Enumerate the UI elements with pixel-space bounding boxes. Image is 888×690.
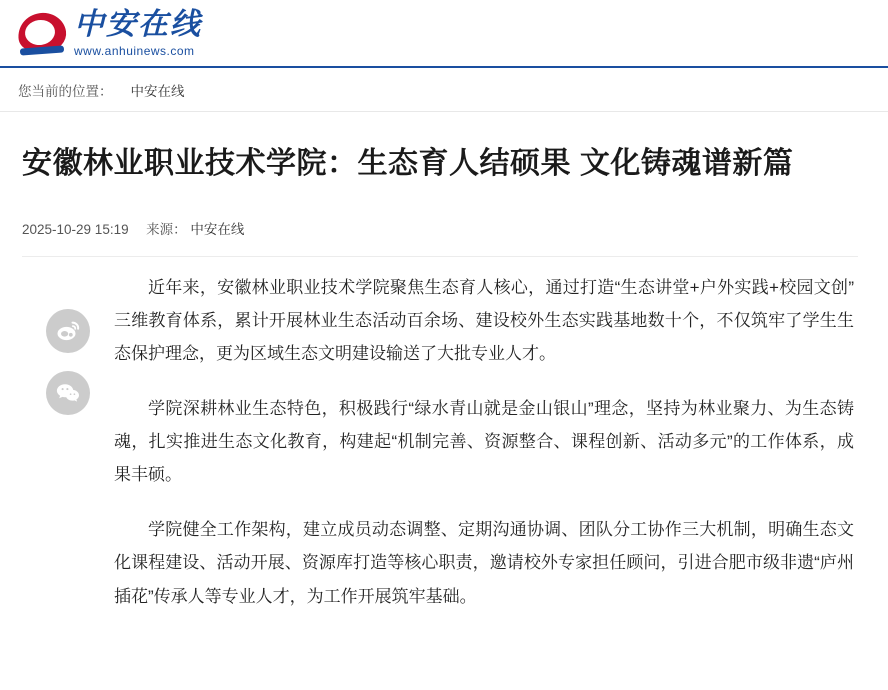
- page-title: 安徽林业职业技术学院：生态育人结硕果 文化铸魂谱新篇: [22, 147, 794, 180]
- article-source: 中安在线: [190, 221, 245, 237]
- article-paragraph: 学院健全工作架构，建立成员动态调整、定期沟通协调、团队分工协作三大机制，明确生态文化课程建设、活动开展、资源库打造等核心职责，邀请校外专家担任顾问，引进合肥市级非遗“庐州插花”传承人等专业人才，为工作开展筑牢基础。: [114, 520, 854, 606]
- breadcrumb: [0, 68, 888, 112]
- breadcrumb-label: 您当前的位置：: [18, 83, 113, 99]
- site-logo[interactable]: [18, 7, 202, 58]
- anhuinews-logo-icon: [18, 11, 66, 55]
- article-text: [114, 271, 858, 635]
- article-paragraph: 近年来，安徽林业职业技术学院聚焦生态育人核心，通过打造“生态讲堂+户外实践+校园文创”三维教育体系，累计开展林业生态活动百余场、建设校外生态实践基地数十个，不仅筑牢了学生生态保护理念，更为区域生态文明建设输送了大批专业人才。: [114, 277, 854, 363]
- article-paragraph: 学院深耕林业生态特色，积极践行“绿水青山就是金山银山”理念，坚持为林业聚力、为生态铸魂，扎实推进生态文化教育，构建起“机制完善、资源整合、课程创新、活动多元”的工作体系，成果丰硕。: [114, 398, 854, 485]
- weibo-icon: [55, 318, 81, 344]
- article-meta: [22, 218, 858, 257]
- article-source-label: 来源：: [146, 221, 187, 237]
- article-body-area: [22, 271, 858, 635]
- wechat-icon: [55, 380, 81, 406]
- article-datetime: 2025-10-29 15:19: [22, 221, 129, 237]
- article-container: [0, 142, 888, 635]
- breadcrumb-item-home[interactable]: 中安在线: [130, 83, 185, 99]
- wechat-share-button[interactable]: [46, 371, 90, 415]
- logo-url-en: www.anhuinews.com: [74, 43, 195, 58]
- logo-title-cn: 中安在线: [74, 7, 202, 41]
- share-rail: [22, 271, 114, 635]
- site-header: [0, 0, 888, 68]
- weibo-share-button[interactable]: [46, 309, 90, 353]
